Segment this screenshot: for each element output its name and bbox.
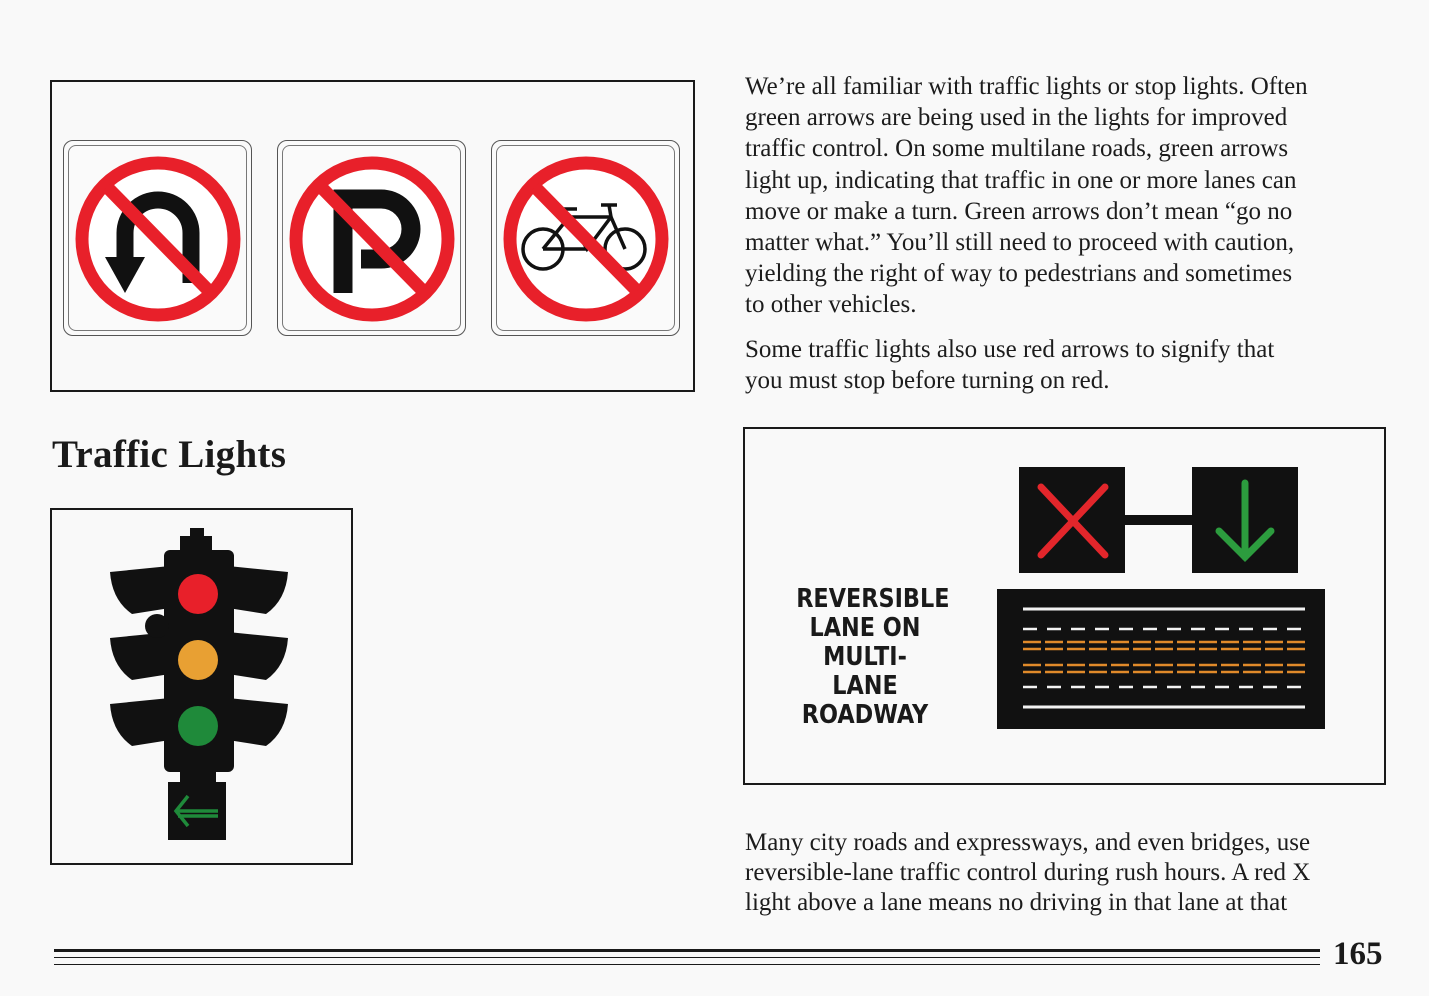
- text-line: reversible-lane traffic control during rush hours. A red X: [745, 859, 1311, 886]
- traffic-light-icon: [52, 510, 351, 863]
- caption-line: LANE ON: [809, 613, 921, 643]
- no-u-turn-icon: [71, 151, 245, 327]
- footer-rule: [54, 949, 1320, 952]
- section-heading: Traffic Lights: [52, 433, 287, 476]
- paragraph-red-arrows: [745, 334, 1405, 396]
- red-lamp: [178, 574, 218, 614]
- text-line: light up, indicating that traffic in one or more lanes can: [745, 166, 1297, 194]
- prohibition-signs-figure: [50, 80, 695, 392]
- page-number: 165: [1333, 936, 1383, 972]
- footer-rule: [54, 957, 1320, 958]
- no-bicycles-sign: [491, 140, 680, 336]
- text-line: to other vehicles.: [745, 291, 917, 319]
- text-line: matter what.” You’ll still need to proceed with caution,: [745, 229, 1295, 257]
- text-line: Some traffic lights also use red arrows to signify that: [745, 336, 1275, 363]
- text-line: We’re all familiar with traffic lights or stop lights. Often: [745, 73, 1308, 100]
- text-line: yielding the right of way to pedestrians and sometimes: [745, 260, 1293, 288]
- footer-rule: [54, 964, 1320, 965]
- text-line: traffic control. On some multilane roads, green arrows: [745, 135, 1289, 163]
- paragraph-reversible-lanes: [745, 828, 1405, 918]
- paragraph-traffic-lights: [745, 71, 1405, 321]
- no-u-turn-sign: [63, 140, 252, 336]
- reversible-lane-figure: [743, 427, 1386, 785]
- no-parking-sign: [277, 140, 466, 336]
- lane-signals-diagram: [745, 429, 1384, 783]
- text-line: move or make a turn. Green arrows don’t mean “go no: [745, 197, 1293, 225]
- green-lamp: [178, 706, 218, 746]
- caption-line: ROADWAY: [801, 700, 929, 730]
- caption-line: REVERSIBLE: [796, 584, 950, 614]
- text-line: Many city roads and expressways, and even bridges, use: [745, 829, 1311, 856]
- caption-line: LANE: [832, 671, 898, 701]
- text-line: green arrows are being used in the lights for improved: [745, 104, 1288, 132]
- text-line: you must stop before turning on red.: [745, 367, 1110, 395]
- text-line: light above a lane means no driving in that lane at that: [745, 889, 1288, 916]
- amber-lamp: [178, 640, 218, 680]
- traffic-light-figure: [50, 508, 353, 865]
- no-bicycles-icon: [499, 151, 673, 327]
- caption-line: MULTI-: [823, 642, 907, 672]
- no-parking-icon: [285, 151, 459, 327]
